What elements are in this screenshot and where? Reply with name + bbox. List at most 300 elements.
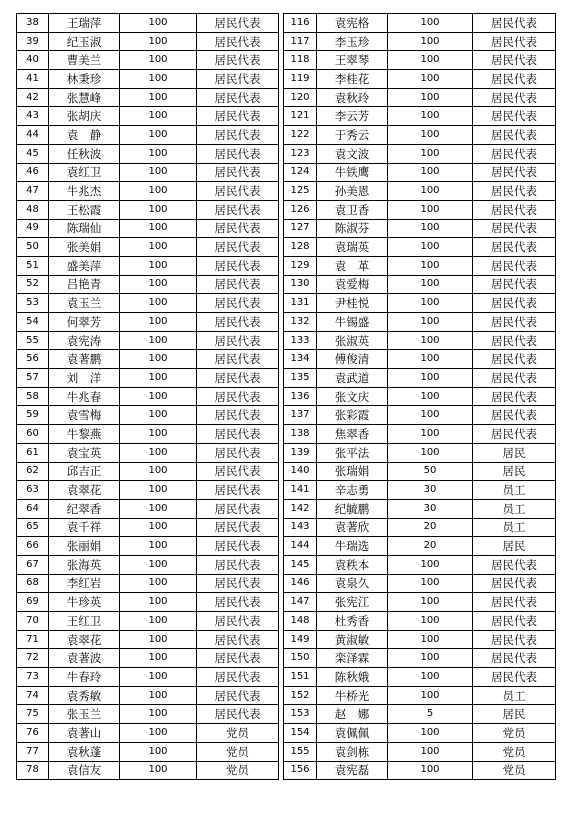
name-cell: 张胡庆: [49, 107, 120, 126]
table-row: [284, 649, 556, 668]
role-cell: 居民代表: [197, 88, 279, 107]
role-cell: 居民代表: [197, 555, 279, 574]
role-cell: 居民代表: [197, 630, 279, 649]
role-cell: 居民代表: [473, 51, 556, 70]
table-row: [17, 70, 279, 89]
amount-cell: 100: [388, 612, 473, 631]
right-donor-table: [283, 13, 556, 780]
amount-cell: 100: [120, 668, 197, 687]
row-number-cell: 117: [284, 32, 317, 51]
amount-cell: 100: [120, 331, 197, 350]
amount-cell: 100: [120, 462, 197, 481]
amount-cell: 100: [120, 238, 197, 257]
table-row: [284, 724, 556, 743]
name-cell: 李玉珍: [317, 32, 388, 51]
role-cell: 居民代表: [473, 32, 556, 51]
table-row: [284, 406, 556, 425]
amount-cell: 100: [120, 705, 197, 724]
name-cell: 黄淑敏: [317, 630, 388, 649]
role-cell: 党员: [473, 761, 556, 780]
amount-cell: 100: [388, 256, 473, 275]
role-cell: 居民代表: [473, 406, 556, 425]
role-cell: 居民代表: [197, 499, 279, 518]
name-cell: 袁著鹏: [49, 350, 120, 369]
role-cell: 居民代表: [473, 70, 556, 89]
table-row: [284, 294, 556, 313]
amount-cell: 100: [120, 51, 197, 70]
row-number-cell: 121: [284, 107, 317, 126]
row-number-cell: 122: [284, 126, 317, 145]
amount-cell: 100: [120, 163, 197, 182]
table-row: [17, 331, 279, 350]
role-cell: 居民代表: [473, 612, 556, 631]
table-row: [17, 499, 279, 518]
table-row: [17, 518, 279, 537]
name-cell: 吕艳青: [49, 275, 120, 294]
row-number-cell: 62: [17, 462, 49, 481]
table-row: [284, 481, 556, 500]
table-row: [284, 182, 556, 201]
row-number-cell: 144: [284, 537, 317, 556]
table-row: [17, 462, 279, 481]
amount-cell: 100: [388, 369, 473, 388]
table-row: [17, 406, 279, 425]
role-cell: 居民: [473, 537, 556, 556]
role-cell: 居民代表: [197, 313, 279, 332]
amount-cell: 100: [120, 443, 197, 462]
role-cell: 党员: [197, 724, 279, 743]
name-cell: 纪翠香: [49, 499, 120, 518]
amount-cell: 100: [388, 313, 473, 332]
name-cell: 焦翠香: [317, 425, 388, 444]
role-cell: 居民代表: [473, 88, 556, 107]
role-cell: 居民代表: [473, 425, 556, 444]
table-row: [17, 107, 279, 126]
role-cell: 居民代表: [197, 705, 279, 724]
role-cell: 居民代表: [473, 350, 556, 369]
amount-cell: 100: [388, 724, 473, 743]
role-cell: 居民代表: [197, 350, 279, 369]
table-row: [17, 294, 279, 313]
role-cell: 居民代表: [473, 574, 556, 593]
table-row: [284, 88, 556, 107]
row-number-cell: 137: [284, 406, 317, 425]
role-cell: 居民代表: [473, 14, 556, 33]
name-cell: 袁武道: [317, 369, 388, 388]
role-cell: 居民代表: [197, 331, 279, 350]
table-row: [17, 686, 279, 705]
role-cell: 居民代表: [197, 462, 279, 481]
table-row: [17, 555, 279, 574]
amount-cell: 100: [120, 761, 197, 780]
table-row: [17, 369, 279, 388]
row-number-cell: 141: [284, 481, 317, 500]
amount-cell: 100: [388, 88, 473, 107]
role-cell: 居民代表: [473, 238, 556, 257]
name-cell: 袁宪格: [317, 14, 388, 33]
role-cell: 党员: [473, 742, 556, 761]
name-cell: 张海英: [49, 555, 120, 574]
row-number-cell: 45: [17, 144, 49, 163]
table-row: [284, 742, 556, 761]
name-cell: 曹美兰: [49, 51, 120, 70]
row-number-cell: 73: [17, 668, 49, 687]
row-number-cell: 71: [17, 630, 49, 649]
row-number-cell: 57: [17, 369, 49, 388]
role-cell: 居民代表: [197, 144, 279, 163]
table-row: [17, 761, 279, 780]
row-number-cell: 146: [284, 574, 317, 593]
row-number-cell: 70: [17, 612, 49, 631]
row-number-cell: 38: [17, 14, 49, 33]
role-cell: 居民代表: [473, 107, 556, 126]
row-number-cell: 58: [17, 387, 49, 406]
table-row: [17, 443, 279, 462]
row-number-cell: 63: [17, 481, 49, 500]
row-number-cell: 75: [17, 705, 49, 724]
name-cell: 牛黎燕: [49, 425, 120, 444]
name-cell: 王翠琴: [317, 51, 388, 70]
row-number-cell: 138: [284, 425, 317, 444]
role-cell: 居民代表: [197, 425, 279, 444]
amount-cell: 100: [120, 499, 197, 518]
name-cell: 张美娟: [49, 238, 120, 257]
table-row: [284, 14, 556, 33]
name-cell: 王瑞萍: [49, 14, 120, 33]
row-number-cell: 59: [17, 406, 49, 425]
row-number-cell: 118: [284, 51, 317, 70]
table-row: [284, 219, 556, 238]
role-cell: 居民代表: [197, 256, 279, 275]
table-row: [17, 32, 279, 51]
amount-cell: 100: [388, 238, 473, 257]
table-row: [284, 126, 556, 145]
name-cell: 尹桂悦: [317, 294, 388, 313]
role-cell: 居民代表: [473, 555, 556, 574]
amount-cell: 100: [388, 686, 473, 705]
table-row: [284, 32, 556, 51]
amount-cell: 100: [388, 668, 473, 687]
role-cell: 居民代表: [197, 219, 279, 238]
table-row: [17, 668, 279, 687]
role-cell: 居民代表: [197, 294, 279, 313]
row-number-cell: 55: [17, 331, 49, 350]
row-number-cell: 46: [17, 163, 49, 182]
table-row: [17, 387, 279, 406]
table-row: [17, 724, 279, 743]
amount-cell: 100: [388, 294, 473, 313]
name-cell: 袁著波: [49, 649, 120, 668]
table-row: [284, 668, 556, 687]
name-cell: 赵 娜: [317, 705, 388, 724]
amount-cell: 100: [120, 88, 197, 107]
table-row: [284, 256, 556, 275]
name-cell: 袁宪磊: [317, 761, 388, 780]
table-row: [17, 742, 279, 761]
amount-cell: 100: [120, 144, 197, 163]
right-table-body: [284, 14, 556, 780]
name-cell: 王红卫: [49, 612, 120, 631]
role-cell: 居民代表: [473, 331, 556, 350]
name-cell: 张玉兰: [49, 705, 120, 724]
name-cell: 任秋波: [49, 144, 120, 163]
amount-cell: 100: [120, 32, 197, 51]
row-number-cell: 60: [17, 425, 49, 444]
role-cell: 居民代表: [197, 443, 279, 462]
table-row: [284, 313, 556, 332]
amount-cell: 100: [388, 32, 473, 51]
table-row: [17, 14, 279, 33]
role-cell: 居民代表: [473, 369, 556, 388]
name-cell: 栾泽霖: [317, 649, 388, 668]
name-cell: 袁秩本: [317, 555, 388, 574]
role-cell: 居民代表: [473, 144, 556, 163]
amount-cell: 100: [388, 387, 473, 406]
name-cell: 牛铁鹰: [317, 163, 388, 182]
row-number-cell: 131: [284, 294, 317, 313]
name-cell: 袁 革: [317, 256, 388, 275]
name-cell: 陈淑芬: [317, 219, 388, 238]
table-row: [284, 425, 556, 444]
name-cell: 张彩霞: [317, 406, 388, 425]
name-cell: 袁秋蓬: [49, 742, 120, 761]
table-row: [17, 574, 279, 593]
role-cell: 居民代表: [197, 238, 279, 257]
role-cell: 居民代表: [197, 593, 279, 612]
amount-cell: 100: [120, 294, 197, 313]
role-cell: 居民: [473, 705, 556, 724]
row-number-cell: 67: [17, 555, 49, 574]
name-cell: 袁翠花: [49, 481, 120, 500]
role-cell: 居民代表: [473, 163, 556, 182]
row-number-cell: 156: [284, 761, 317, 780]
row-number-cell: 145: [284, 555, 317, 574]
name-cell: 张瑞娟: [317, 462, 388, 481]
table-row: [17, 481, 279, 500]
table-row: [284, 350, 556, 369]
role-cell: 居民代表: [197, 612, 279, 631]
role-cell: 居民代表: [197, 537, 279, 556]
name-cell: 袁著山: [49, 724, 120, 743]
row-number-cell: 68: [17, 574, 49, 593]
name-cell: 林秉珍: [49, 70, 120, 89]
table-row: [284, 107, 556, 126]
role-cell: 居民代表: [197, 275, 279, 294]
amount-cell: 100: [120, 126, 197, 145]
amount-cell: 100: [388, 742, 473, 761]
row-number-cell: 78: [17, 761, 49, 780]
name-cell: 陈瑞仙: [49, 219, 120, 238]
table-row: [284, 163, 556, 182]
name-cell: 袁爱梅: [317, 275, 388, 294]
amount-cell: 100: [388, 182, 473, 201]
amount-cell: 30: [388, 481, 473, 500]
role-cell: 居民代表: [473, 649, 556, 668]
role-cell: 居民代表: [197, 406, 279, 425]
table-row: [17, 313, 279, 332]
table-row: [284, 331, 556, 350]
role-cell: 党员: [197, 761, 279, 780]
name-cell: 袁雪梅: [49, 406, 120, 425]
name-cell: 袁宪涛: [49, 331, 120, 350]
role-cell: 居民代表: [473, 200, 556, 219]
role-cell: 居民代表: [197, 182, 279, 201]
amount-cell: 100: [120, 313, 197, 332]
amount-cell: 100: [388, 51, 473, 70]
name-cell: 张宪江: [317, 593, 388, 612]
row-number-cell: 126: [284, 200, 317, 219]
table-row: [284, 387, 556, 406]
row-number-cell: 148: [284, 612, 317, 631]
row-number-cell: 142: [284, 499, 317, 518]
row-number-cell: 119: [284, 70, 317, 89]
table-row: [284, 593, 556, 612]
name-cell: 袁卫香: [317, 200, 388, 219]
amount-cell: 100: [120, 256, 197, 275]
name-cell: 牛兆杰: [49, 182, 120, 201]
table-row: [17, 219, 279, 238]
role-cell: 员工: [473, 518, 556, 537]
role-cell: 居民代表: [197, 163, 279, 182]
role-cell: 居民代表: [473, 294, 556, 313]
role-cell: 居民代表: [197, 70, 279, 89]
name-cell: 袁瑞英: [317, 238, 388, 257]
row-number-cell: 123: [284, 144, 317, 163]
table-row: [17, 238, 279, 257]
table-row: [284, 443, 556, 462]
amount-cell: 100: [388, 331, 473, 350]
table-row: [284, 574, 556, 593]
name-cell: 张文庆: [317, 387, 388, 406]
amount-cell: 100: [388, 219, 473, 238]
amount-cell: 100: [388, 593, 473, 612]
name-cell: 张慧峰: [49, 88, 120, 107]
name-cell: 孙美恩: [317, 182, 388, 201]
amount-cell: 100: [120, 612, 197, 631]
amount-cell: 20: [388, 518, 473, 537]
row-number-cell: 147: [284, 593, 317, 612]
left-donor-table: [16, 13, 279, 780]
amount-cell: 100: [388, 425, 473, 444]
amount-cell: 100: [120, 724, 197, 743]
row-number-cell: 134: [284, 350, 317, 369]
name-cell: 李桂花: [317, 70, 388, 89]
amount-cell: 100: [120, 742, 197, 761]
role-cell: 居民代表: [473, 256, 556, 275]
role-cell: 党员: [197, 742, 279, 761]
amount-cell: 5: [388, 705, 473, 724]
row-number-cell: 76: [17, 724, 49, 743]
row-number-cell: 41: [17, 70, 49, 89]
amount-cell: 100: [388, 126, 473, 145]
row-number-cell: 139: [284, 443, 317, 462]
name-cell: 张平法: [317, 443, 388, 462]
table-row: [284, 369, 556, 388]
amount-cell: 100: [120, 574, 197, 593]
amount-cell: 100: [388, 630, 473, 649]
amount-cell: 100: [388, 275, 473, 294]
row-number-cell: 51: [17, 256, 49, 275]
row-number-cell: 143: [284, 518, 317, 537]
row-number-cell: 136: [284, 387, 317, 406]
row-number-cell: 151: [284, 668, 317, 687]
name-cell: 袁秀敏: [49, 686, 120, 705]
row-number-cell: 132: [284, 313, 317, 332]
amount-cell: 100: [388, 14, 473, 33]
name-cell: 牛春玲: [49, 668, 120, 687]
table-row: [17, 88, 279, 107]
name-cell: 盛美萍: [49, 256, 120, 275]
name-cell: 陈秋娥: [317, 668, 388, 687]
name-cell: 牛兆春: [49, 387, 120, 406]
table-row: [17, 612, 279, 631]
amount-cell: 100: [388, 574, 473, 593]
name-cell: 袁佩佩: [317, 724, 388, 743]
name-cell: 李云芳: [317, 107, 388, 126]
row-number-cell: 39: [17, 32, 49, 51]
role-cell: 居民代表: [197, 14, 279, 33]
amount-cell: 100: [388, 406, 473, 425]
role-cell: 居民代表: [473, 126, 556, 145]
table-row: [284, 686, 556, 705]
amount-cell: 100: [120, 518, 197, 537]
table-row: [284, 630, 556, 649]
role-cell: 居民代表: [473, 182, 556, 201]
role-cell: 居民代表: [197, 574, 279, 593]
table-row: [284, 200, 556, 219]
name-cell: 牛桥光: [317, 686, 388, 705]
row-number-cell: 48: [17, 200, 49, 219]
table-row: [284, 51, 556, 70]
amount-cell: 100: [120, 350, 197, 369]
row-number-cell: 43: [17, 107, 49, 126]
amount-cell: 100: [120, 406, 197, 425]
row-number-cell: 74: [17, 686, 49, 705]
role-cell: 员工: [473, 686, 556, 705]
name-cell: 袁宝英: [49, 443, 120, 462]
table-row: [284, 761, 556, 780]
role-cell: 居民代表: [197, 649, 279, 668]
row-number-cell: 64: [17, 499, 49, 518]
amount-cell: 100: [388, 649, 473, 668]
name-cell: 袁翠花: [49, 630, 120, 649]
name-cell: 张淑英: [317, 331, 388, 350]
row-number-cell: 125: [284, 182, 317, 201]
role-cell: 居民: [473, 443, 556, 462]
amount-cell: 100: [120, 649, 197, 668]
amount-cell: 100: [388, 761, 473, 780]
table-row: [284, 144, 556, 163]
table-row: [17, 126, 279, 145]
left-table-body: [17, 14, 279, 780]
amount-cell: 50: [388, 462, 473, 481]
amount-cell: 100: [388, 443, 473, 462]
table-row: [284, 462, 556, 481]
name-cell: 纪毓鹏: [317, 499, 388, 518]
name-cell: 牛珍英: [49, 593, 120, 612]
table-row: [17, 425, 279, 444]
amount-cell: 100: [120, 686, 197, 705]
name-cell: 袁信友: [49, 761, 120, 780]
role-cell: 居民代表: [197, 668, 279, 687]
name-cell: 纪玉淑: [49, 32, 120, 51]
role-cell: 居民: [473, 462, 556, 481]
role-cell: 居民代表: [473, 219, 556, 238]
name-cell: 刘 洋: [49, 369, 120, 388]
row-number-cell: 52: [17, 275, 49, 294]
name-cell: 辛志勇: [317, 481, 388, 500]
row-number-cell: 47: [17, 182, 49, 201]
